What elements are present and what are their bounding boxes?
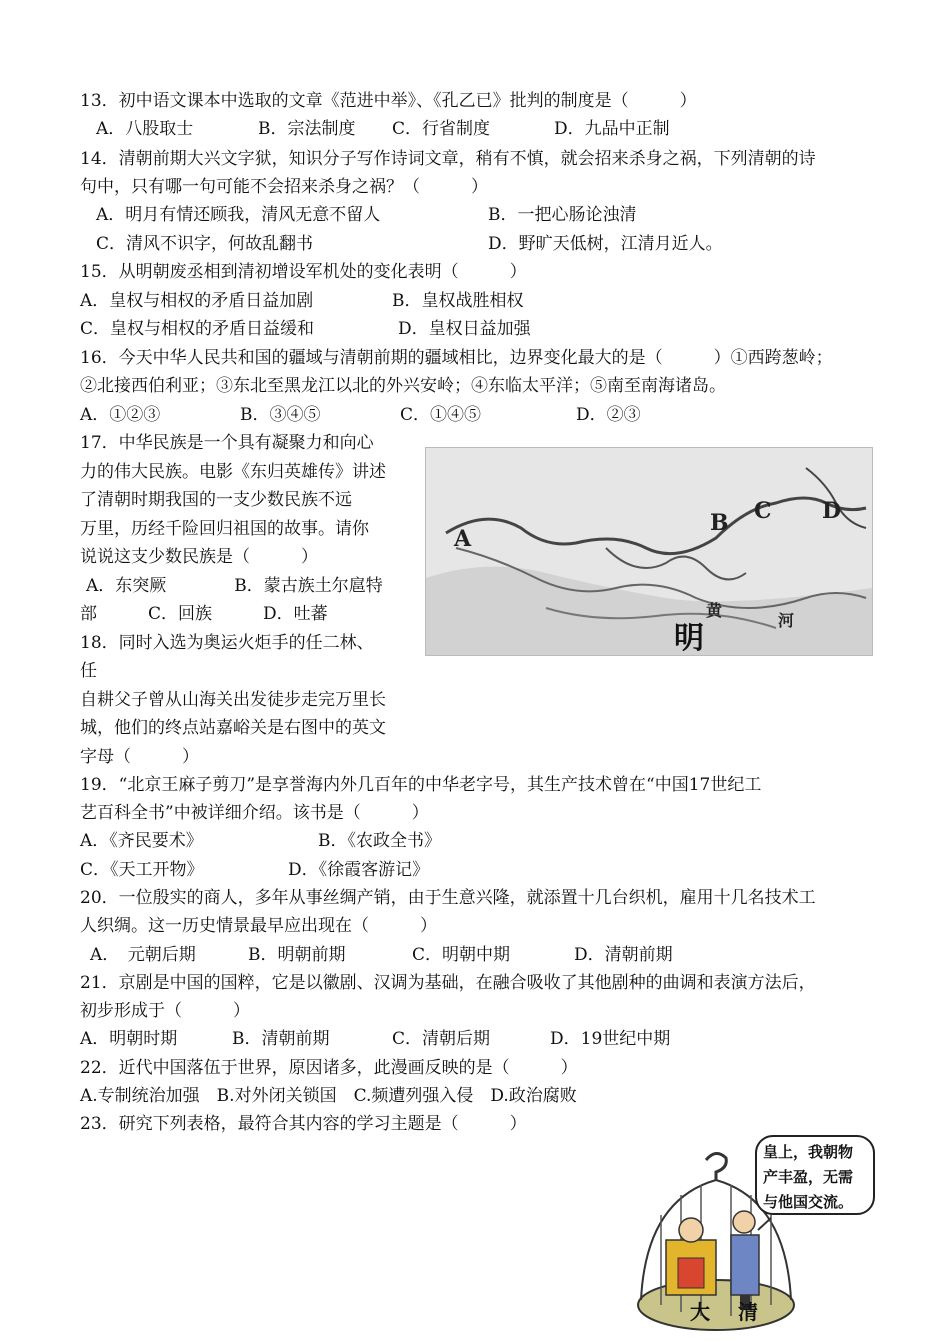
map-label-c: C: [754, 498, 772, 524]
q13-option-b: B．宗法制度: [258, 119, 356, 139]
q16-option-c: C．①④⑤: [400, 405, 482, 425]
map-drawing: [426, 448, 872, 655]
q22-options: A.专制统治加强 B.对外闭关锁国 C.频遭列强入侵 D.政治腐败: [80, 1086, 577, 1106]
q17-line2: 力的伟大民族。电影《东归英雄传》讲述: [80, 462, 386, 482]
q21-option-a: A．明朝时期: [80, 1029, 178, 1049]
q13-stem: 13．初中语文课本中选取的文章《范进中举》、《孔乙已》批判的制度是（ ）: [80, 91, 697, 111]
q20-stem-line2: 人织绸。这一历史情景最早应出现在（ ）: [80, 916, 437, 936]
q14-stem-line1: 14．清朝前期大兴文字狱，知识分子写作诗词文章，稍有不慎，就会招来杀身之祸，下列清朝的诗: [80, 149, 816, 169]
speech-bubble: [755, 1135, 875, 1215]
q18-line3: 自耕父子曾从山海关出发徒步走完万里长: [80, 690, 386, 710]
q20-option-d: D．清朝前期: [574, 945, 673, 965]
q13-option-c: C．行省制度: [392, 119, 491, 139]
q21-stem-line2: 初步形成于（ ）: [80, 1001, 250, 1021]
q17-line6: A．东突厥 B．蒙古族土尔扈特: [86, 576, 383, 596]
map-label-b: B: [710, 510, 729, 536]
q14-option-a: A．明月有情还顾我，清风无意不留人: [96, 205, 381, 225]
q15-option-d: D．皇权日益加强: [398, 319, 531, 339]
q20-option-c: C．明朝中期: [412, 945, 511, 965]
q15-option-b: B．皇权战胜相权: [392, 291, 524, 311]
q15-option-a: A．皇权与相权的矛盾日益加剧: [80, 291, 314, 311]
q19-option-d: D．《徐霞客游记》: [288, 860, 430, 880]
map-river-label-1: 黄: [706, 601, 723, 620]
q19-stem-line2: 艺百科全书”中被详细介绍。该书是（ ）: [80, 803, 429, 823]
q16-option-d: D．②③: [576, 405, 641, 425]
q18-line1: 18．同时入选为奥运火炬手的任二林、: [80, 633, 374, 653]
q16-stem-line1: 16．今天中华人民共和国的疆域与清朝前期的疆域相比，边界变化最大的是（ ）①西跨葱岭；: [80, 348, 833, 368]
speech-line2: 产丰盈，无需: [763, 1168, 854, 1186]
q22-stem: 22．近代中国落伍于世界，原因诸多，此漫画反映的是（ ）: [80, 1058, 578, 1078]
speech-line3: 与他国交流。: [763, 1193, 854, 1211]
speech-line1: 皇上，我朝物: [763, 1143, 854, 1161]
map-label-a: A: [454, 526, 472, 552]
q19-option-c: C．《天工开物》: [80, 860, 204, 880]
q16-stem-line2: ②北接西伯利亚；③东北至黑龙江以北的外兴安岭；④东临太平洋；⑤南至南海诸岛。: [80, 376, 726, 396]
q17-line7: 部 C．回族 D．吐蕃: [80, 604, 328, 624]
q15-stem: 15．从明朝废丞相到清初增设军机处的变化表明（ ）: [80, 262, 527, 282]
cage-base-label-2: 清: [738, 1300, 758, 1324]
q18-line2: 任: [80, 661, 97, 681]
q17-line5: 说说这支少数民族是（ ）: [80, 547, 318, 567]
q14-option-d: D．野旷天低树，江清月近人。: [488, 234, 723, 254]
q16-option-a: A．①②③: [80, 405, 161, 425]
q14-stem-line2: 句中，只有哪一句可能不会招来杀身之祸？（ ）: [80, 177, 488, 197]
map-river-label-2: 河: [778, 611, 795, 630]
q20-option-a: A． 元朝后期: [90, 945, 196, 965]
q18-line4: 城，他们的终点站嘉峪关是右图中的英文: [80, 718, 386, 738]
map-country-label: 明: [674, 621, 704, 656]
q19-option-a: A．《齐民要术》: [80, 831, 203, 851]
q14-option-c: C．清风不识字，何故乱翻书: [96, 234, 314, 254]
q20-stem-line1: 20．一位殷实的商人，多年从事丝绸产销，由于生意兴隆，就添置十几台织机，雇用十几名技术工: [80, 888, 816, 908]
q14-option-b: B．一把心肠论浊清: [488, 205, 637, 225]
q16-option-b: B．③④⑤: [240, 405, 321, 425]
q15-option-c: C．皇权与相权的矛盾日益缓和: [80, 319, 315, 339]
q21-option-c: C．清朝后期: [392, 1029, 491, 1049]
cage-base-label-1: 大: [690, 1300, 710, 1324]
q13-option-d: D．九品中正制: [554, 119, 670, 139]
q21-stem-line1: 21．京剧是中国的国粹，它是以徽剧、汉调为基础，在融合吸收了其他剧种的曲调和表演方法后，: [80, 973, 816, 993]
q20-option-b: B．明朝前期: [248, 945, 346, 965]
great-wall-map: [425, 447, 873, 656]
q21-option-d: D．19世纪中期: [550, 1029, 671, 1049]
q17-line3: 了清朝时期我国的一支少数民族不远: [80, 490, 352, 510]
q19-option-b: B．《农政全书》: [318, 831, 441, 851]
q17-line4: 万里，历经千险回归祖国的故事。请你: [80, 519, 369, 539]
q21-option-b: B．清朝前期: [232, 1029, 330, 1049]
q17-line1: 17．中华民族是一个具有凝聚力和向心: [80, 433, 374, 453]
q13-option-a: A．八股取士: [96, 119, 194, 139]
q19-stem-line1: 19．“北京王麻子剪刀”是享誉海内外几百年的中华老字号，其生产技术曾在“中国17世纪工: [80, 775, 762, 795]
q18-line5: 字母（ ）: [80, 747, 199, 767]
map-label-d: D: [822, 498, 842, 524]
q23-stem: 23．研究下列表格，最符合其内容的学习主题是（ ）: [80, 1114, 527, 1134]
